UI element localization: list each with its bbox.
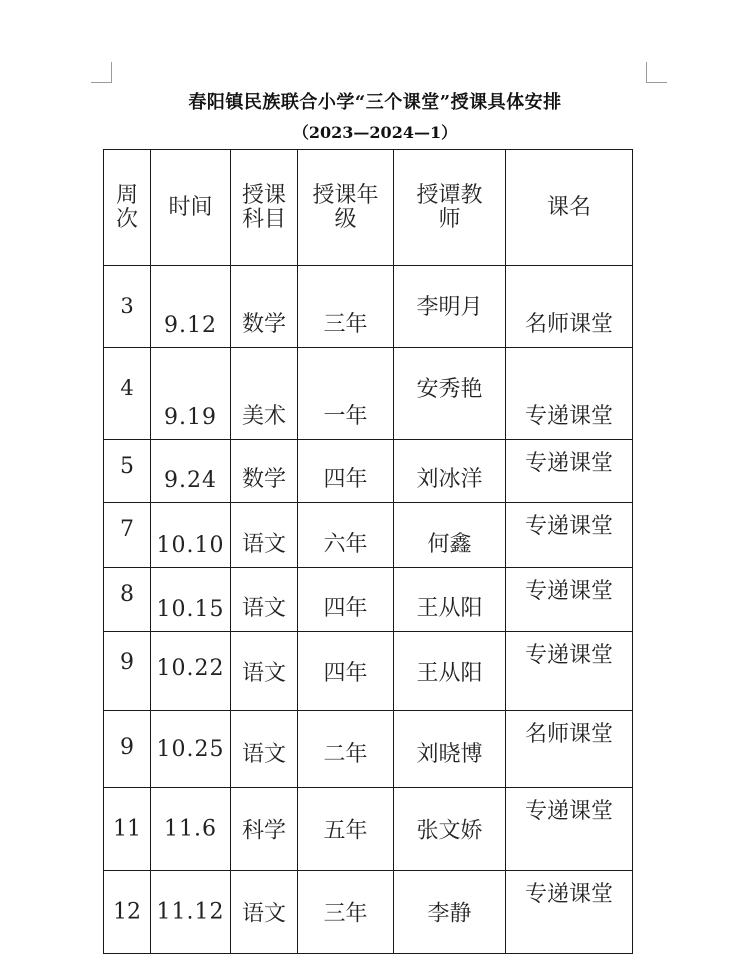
cell-week: 11 bbox=[104, 788, 151, 871]
table-row bbox=[104, 503, 633, 568]
table-row bbox=[104, 440, 633, 503]
cell-grade: 二年 bbox=[298, 711, 394, 788]
cell-time: 9.19 bbox=[151, 348, 231, 440]
cell-course: 名师课堂 bbox=[506, 266, 633, 348]
cell-subject: 语文 bbox=[231, 871, 298, 954]
cell-teacher: 李明月 bbox=[394, 266, 506, 348]
cell-course: 专递课堂 bbox=[506, 871, 633, 954]
cell-teacher: 王从阳 bbox=[394, 632, 506, 711]
table-row bbox=[104, 632, 633, 711]
cell-grade: 六年 bbox=[298, 503, 394, 568]
document-title: 春阳镇民族联合小学“三个课堂”授课具体安排 bbox=[188, 92, 562, 113]
cell-week: 5 bbox=[104, 440, 151, 503]
cell-teacher: 王从阳 bbox=[394, 568, 506, 632]
cell-course: 专递课堂 bbox=[506, 788, 633, 871]
table-row bbox=[104, 871, 633, 954]
cell-week: 12 bbox=[104, 871, 151, 954]
page-corner-mark-right bbox=[646, 62, 667, 83]
cell-grade: 三年 bbox=[298, 266, 394, 348]
header-time: 时间 bbox=[151, 150, 231, 266]
cell-grade: 四年 bbox=[298, 568, 394, 632]
cell-subject: 语文 bbox=[231, 711, 298, 788]
cell-subject: 数学 bbox=[231, 266, 298, 348]
header-week: 周 次 bbox=[104, 150, 151, 266]
table-row bbox=[104, 711, 633, 788]
cell-course: 专递课堂 bbox=[506, 440, 633, 503]
cell-time: 9.12 bbox=[151, 266, 231, 348]
cell-week: 9 bbox=[104, 632, 151, 711]
cell-course: 名师课堂 bbox=[506, 711, 633, 788]
cell-week: 3 bbox=[104, 266, 151, 348]
document-subtitle: （2023—2024—1） bbox=[292, 123, 458, 142]
cell-grade: 四年 bbox=[298, 632, 394, 711]
cell-subject: 美术 bbox=[231, 348, 298, 440]
cell-week: 8 bbox=[104, 568, 151, 632]
cell-course: 专递课堂 bbox=[506, 348, 633, 440]
schedule-table bbox=[103, 149, 633, 954]
table-row bbox=[104, 788, 633, 871]
header-grade: 授课年 级 bbox=[298, 150, 394, 266]
cell-grade: 五年 bbox=[298, 788, 394, 871]
cell-grade: 一年 bbox=[298, 348, 394, 440]
cell-time: 10.22 bbox=[151, 632, 231, 711]
cell-week: 7 bbox=[104, 503, 151, 568]
cell-teacher: 刘冰洋 bbox=[394, 440, 506, 503]
cell-teacher: 何鑫 bbox=[394, 503, 506, 568]
cell-course: 专递课堂 bbox=[506, 632, 633, 711]
cell-time: 10.25 bbox=[151, 711, 231, 788]
cell-time: 11.6 bbox=[151, 788, 231, 871]
cell-course: 专递课堂 bbox=[506, 568, 633, 632]
table-row bbox=[104, 266, 633, 348]
page-corner-mark-left bbox=[91, 62, 112, 83]
cell-time: 11.12 bbox=[151, 871, 231, 954]
cell-subject: 语文 bbox=[231, 568, 298, 632]
cell-time: 9.24 bbox=[151, 440, 231, 503]
cell-teacher: 刘晓博 bbox=[394, 711, 506, 788]
table-row bbox=[104, 348, 633, 440]
cell-grade: 三年 bbox=[298, 871, 394, 954]
cell-week: 4 bbox=[104, 348, 151, 440]
cell-week: 9 bbox=[104, 711, 151, 788]
header-course: 课名 bbox=[506, 150, 633, 266]
header-teacher: 授谭教 师 bbox=[394, 150, 506, 266]
cell-grade: 四年 bbox=[298, 440, 394, 503]
cell-subject: 科学 bbox=[231, 788, 298, 871]
table-row bbox=[104, 568, 633, 632]
cell-subject: 数学 bbox=[231, 440, 298, 503]
cell-teacher: 安秀艳 bbox=[394, 348, 506, 440]
cell-teacher: 张文娇 bbox=[394, 788, 506, 871]
table-header-row bbox=[104, 150, 633, 266]
cell-time: 10.15 bbox=[151, 568, 231, 632]
cell-subject: 语文 bbox=[231, 632, 298, 711]
cell-teacher: 李静 bbox=[394, 871, 506, 954]
cell-subject: 语文 bbox=[231, 503, 298, 568]
cell-course: 专递课堂 bbox=[506, 503, 633, 568]
cell-time: 10.10 bbox=[151, 503, 231, 568]
header-subject: 授课 科目 bbox=[231, 150, 298, 266]
